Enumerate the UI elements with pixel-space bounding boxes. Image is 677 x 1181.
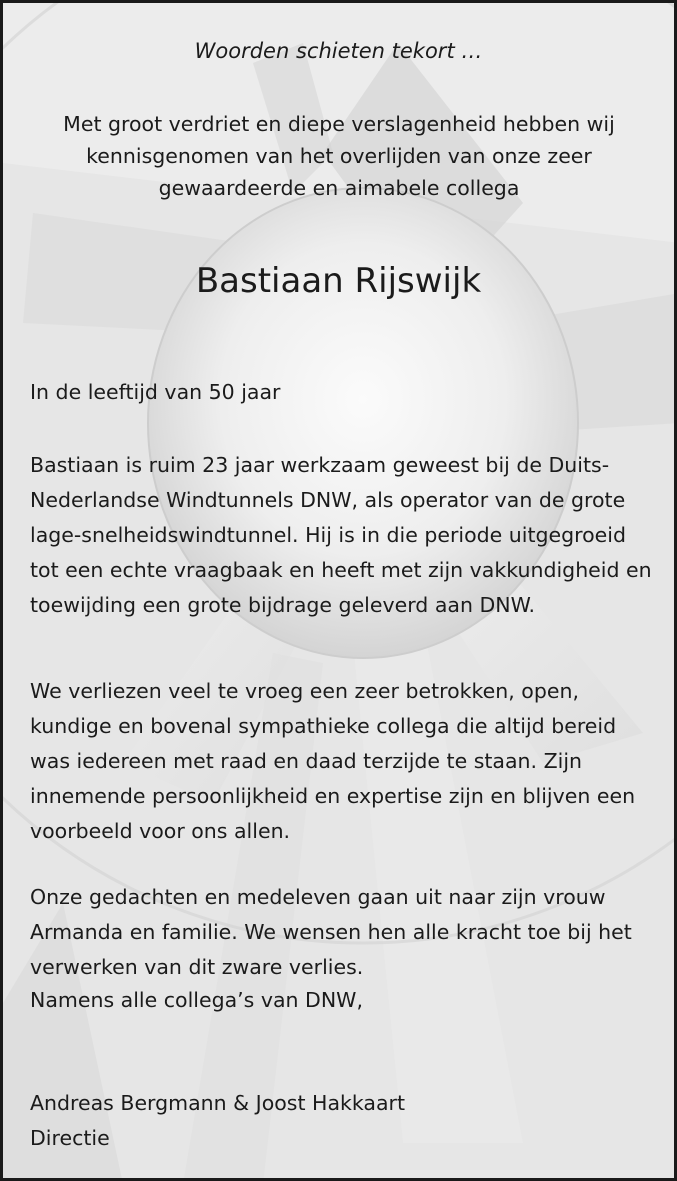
on-behalf-line: Namens alle collega’s van DNW, [30,988,363,1012]
condolence-paragraph: Onze gedachten en medeleven gaan uit naar zijn vrouw Armanda en familie. We wensen hen alle kracht toe bij het verwerken van dit zware verlies. [30,885,632,979]
tribute-paragraph: We verliezen veel te vroeg een zeer betrokken, open, kundige en bovenal sympathieke collega die altijd bereid was iedereen met raad en daad terzijde te staan. Zijn innemende persoonlijkheid en expertise zijn en blijven een voorbeeld voor ons allen. [30,679,636,843]
age-line: In de leeftijd van 50 jaar [30,380,281,404]
opening-text: Met groot verdriet en diepe verslagenheid hebben wij kennisgenomen van het overlijden van onze zeer gewaardeerde en aimabele collega [63,112,615,200]
intro-line: Woorden schieten tekort … [194,39,483,63]
deceased-name: Bastiaan Rijswijk [195,261,482,301]
signatories: Andreas Bergmann & Joost Hakkaart [30,1091,405,1115]
signatory-role: Directie [30,1126,110,1150]
career-paragraph: Bastiaan is ruim 23 jaar werkzaam geweest bij de Duits-Nederlandse Windtunnels DNW, als operator van de grote lage-snelheidswindtunnel. Hij is in die periode uitgegroeid tot een echte vraagbaak en heeft met zijn vakkundigheid en toewijding een grote bijdrage geleverd aan DNW. [30,453,652,617]
